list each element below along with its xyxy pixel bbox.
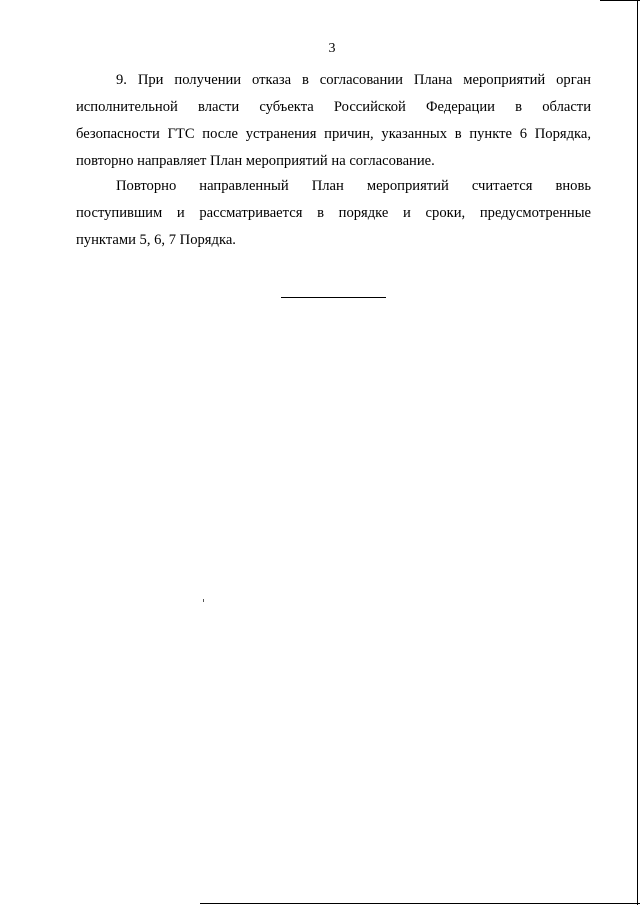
- paragraph-line: пунктами 5, 6, 7 Порядка.: [76, 232, 236, 248]
- paragraph-9: [76, 67, 591, 175]
- paragraph-line: исполнительной власти субъекта Российской Федерации в области: [76, 99, 591, 115]
- end-separator-line: [281, 297, 386, 298]
- scan-edge-top: [600, 0, 640, 1]
- page-number: 3: [328, 41, 336, 56]
- paragraph-line: Повторно направленный План мероприятий считается вновь: [116, 178, 591, 194]
- paragraph-line: повторно направляет План мероприятий на согласование.: [76, 153, 435, 169]
- paragraph-resubmission: [76, 173, 591, 254]
- paragraph-line: безопасности ГТС после устранения причин, указанных в пункте 6 Порядка,: [76, 126, 591, 142]
- paragraph-line: поступившим и рассматривается в порядке и сроки, предусмотренные: [76, 205, 591, 221]
- scan-edge-bottom: [200, 903, 640, 904]
- paragraph-line: 9. При получении отказа в согласовании Плана мероприятий орган: [116, 72, 591, 88]
- scan-edge-right: [637, 0, 638, 905]
- scan-speck: [203, 599, 204, 602]
